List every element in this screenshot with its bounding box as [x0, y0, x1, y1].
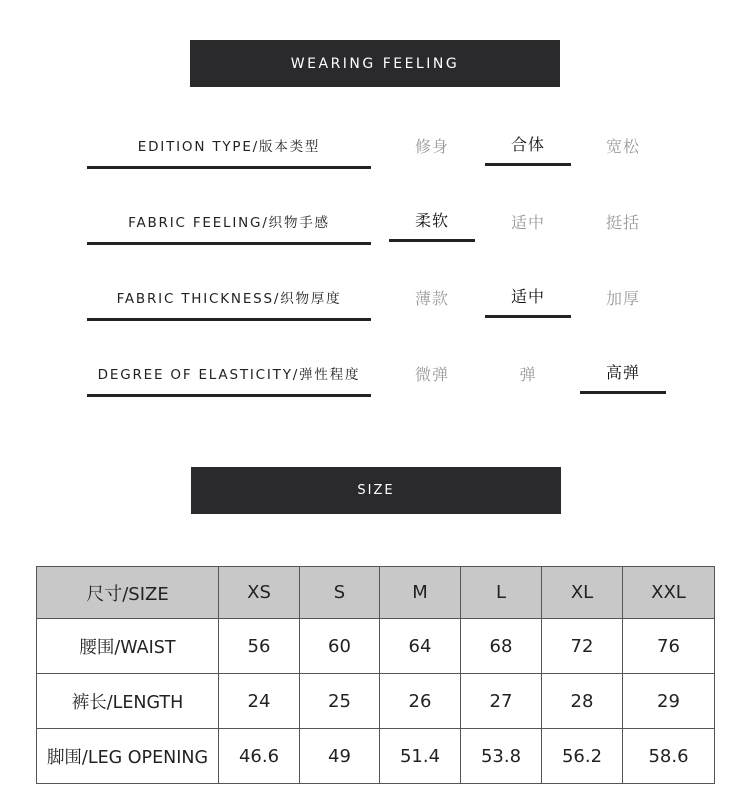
- table-cell: 27: [461, 674, 542, 729]
- table-cell: 60: [300, 619, 380, 674]
- header-cell: XL: [542, 567, 623, 619]
- table-row: [37, 729, 715, 784]
- header-cell: M: [380, 567, 461, 619]
- table-cell: 46.6: [219, 729, 300, 784]
- table-cell: 72: [542, 619, 623, 674]
- attr-label: FABRIC THICKNESS/织物厚度: [87, 276, 371, 321]
- header-cell: L: [461, 567, 542, 619]
- table-cell: 58.6: [623, 729, 715, 784]
- table-cell: 28: [542, 674, 623, 729]
- attr-option: 微弹: [414, 364, 449, 384]
- header-cell: 尺寸/SIZE: [37, 567, 219, 619]
- table-cell: 56: [219, 619, 300, 674]
- table-header-row: [37, 567, 715, 619]
- attr-option: 宽松: [605, 136, 640, 156]
- table-cell: 76: [623, 619, 715, 674]
- row-label: 裤长/LENGTH: [37, 674, 219, 729]
- row-label: 腰围/WAIST: [37, 619, 219, 674]
- attr-option-selected: 适中: [485, 276, 571, 318]
- size-banner: [191, 467, 561, 514]
- table-cell: 64: [380, 619, 461, 674]
- attr-option-selected: 合体: [485, 124, 571, 166]
- attr-label: FABRIC FEELING/织物手感: [87, 200, 371, 245]
- table-cell: 56.2: [542, 729, 623, 784]
- attr-option-selected: 柔软: [389, 200, 475, 242]
- table-row: [37, 674, 715, 729]
- table-cell: 29: [623, 674, 715, 729]
- header-cell: XS: [219, 567, 300, 619]
- attr-row-elasticity: [0, 352, 750, 412]
- attr-label: EDITION TYPE/版本类型: [87, 124, 371, 169]
- wearing-feeling-banner: [190, 40, 560, 87]
- table-cell: 68: [461, 619, 542, 674]
- wearing-feeling-title: WEARING FEELING: [290, 55, 460, 72]
- table-cell: 49: [300, 729, 380, 784]
- table-cell: 24: [219, 674, 300, 729]
- table-cell: 26: [380, 674, 461, 729]
- size-table: [36, 566, 715, 784]
- attr-option-selected: 高弹: [580, 352, 666, 394]
- attr-option: 弹: [519, 364, 537, 384]
- attr-option: 修身: [414, 136, 449, 156]
- attr-option: 加厚: [605, 288, 640, 308]
- row-label: 脚围/LEG OPENING: [37, 729, 219, 784]
- attr-option: 挺括: [605, 212, 640, 232]
- table-cell: 51.4: [380, 729, 461, 784]
- attr-option: 薄款: [414, 288, 449, 308]
- attr-row-fabric-thickness: [0, 276, 750, 336]
- table-cell: 53.8: [461, 729, 542, 784]
- header-cell: S: [300, 567, 380, 619]
- table-cell: 25: [300, 674, 380, 729]
- attr-option: 适中: [510, 212, 545, 232]
- header-cell: XXL: [623, 567, 715, 619]
- attr-row-edition-type: [0, 124, 750, 184]
- attr-label: DEGREE OF ELASTICITY/弹性程度: [87, 352, 371, 397]
- attr-row-fabric-feeling: [0, 200, 750, 260]
- size-title: SIZE: [357, 483, 395, 498]
- table-row: [37, 619, 715, 674]
